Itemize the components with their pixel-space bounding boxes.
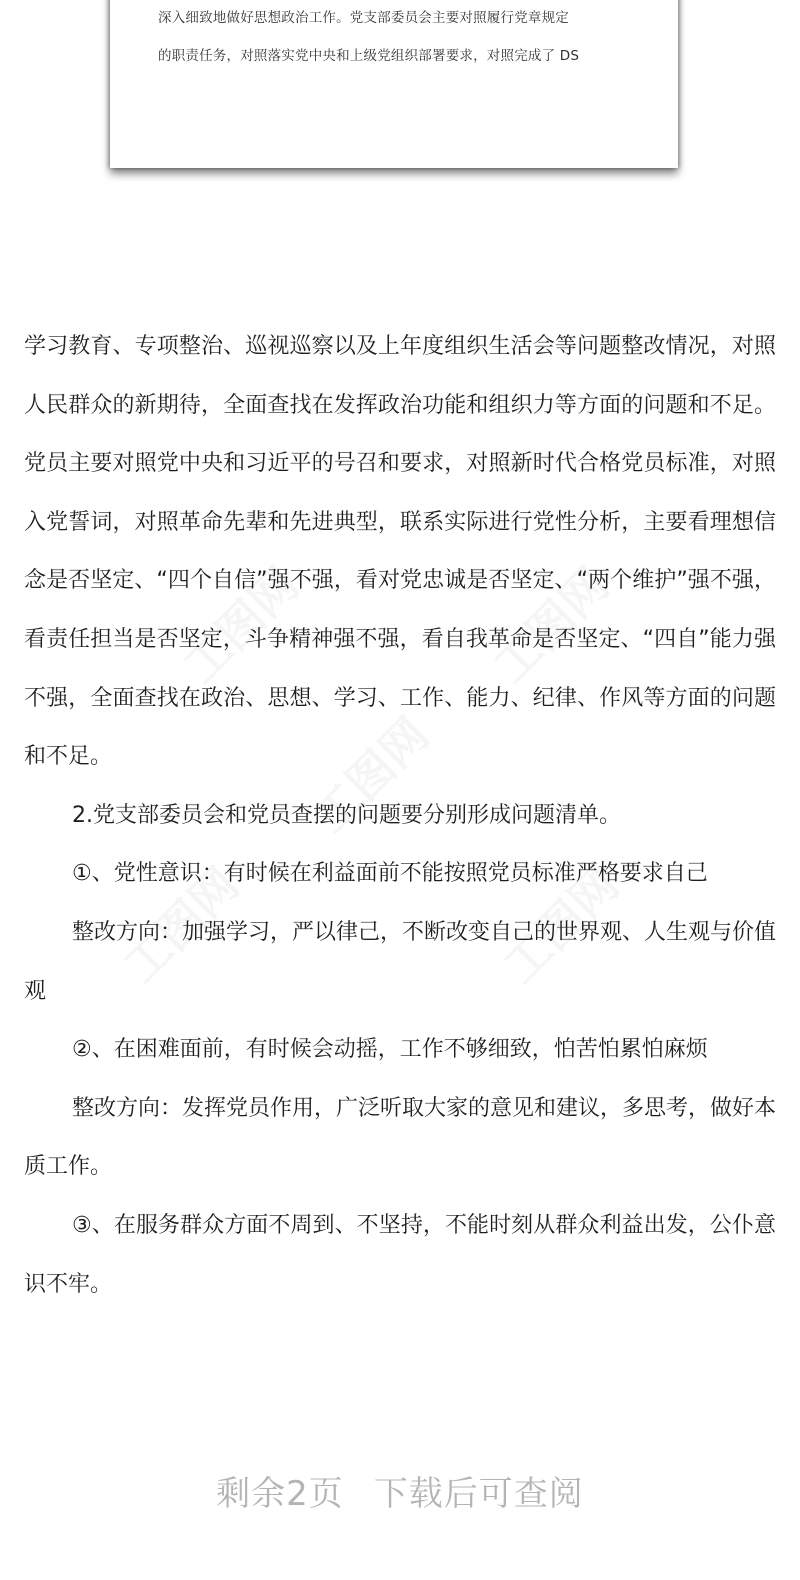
preview-text-line: 的职责任务，对照落实党中央和上级党组织部署要求，对照完成了 DS [158,48,580,64]
problem-item: ②、在困难面前，有时候会动摇，工作不够细致，怕苦怕累怕麻烦 [72,1037,708,1063]
watermark: 工图网 [173,557,310,694]
body-paragraph: 学习教育、专项整治、巡视巡察以及上年度组织生活会等问题整改情况，对照人民群众的新期待，全面查找在发挥政治功能和组织力等方面的问题和不足。党员主要对照党中央和习近平的号召和要求，对照新时代合格党员标准，对照入党誓词，对照革命先辈和先进典型，联系实际进行党性分析，主要看理想信念是否坚定、“四个自信”强不强，看对党忠诚是否坚定、“两个维护”强不强，看责任担当是否坚定，斗争精神强不强，看自我革命是否坚定、“四自”能力强不强，全面查找在政治、思想、学习、工作、能力、纪律、作风等方面的问题和不足。 [24,334,776,770]
rectification-direction: 整改方向：发挥党员作用，广泛听取大家的意见和建议，多思考，做好本质工作。 [24,1095,777,1180]
preview-text-line: 深入细致地做好思想政治工作。党支部委员会主要对照履行党章规定 [158,10,569,26]
watermark: 工图网 [113,857,250,994]
body-paragraph: 2.党支部委员会和党员查摆的问题要分别形成问题清单。 [72,802,621,828]
preview-page-card [110,0,678,168]
problem-item: ①、党性意识：有时候在利益面前不能按照党员标准严格要求自己 [72,861,708,887]
watermark: 工图网 [493,857,630,994]
watermark: 工图网 [303,707,440,844]
download-prompt[interactable] [0,1466,800,1515]
remaining-pages-label: 剩余2页 [216,1474,344,1514]
watermark: 工图网 [483,557,620,694]
document-body [24,318,776,1314]
rectification-direction: 整改方向：加强学习，严以律己，不断改变自己的世界观、人生观与价值观 [24,919,777,1004]
download-to-view-label: 下载后可查阅 [373,1474,584,1514]
problem-item: ③、在服务群众方面不周到、不坚持，不能时刻从群众利益出发，公仆意识不牢。 [24,1212,776,1297]
